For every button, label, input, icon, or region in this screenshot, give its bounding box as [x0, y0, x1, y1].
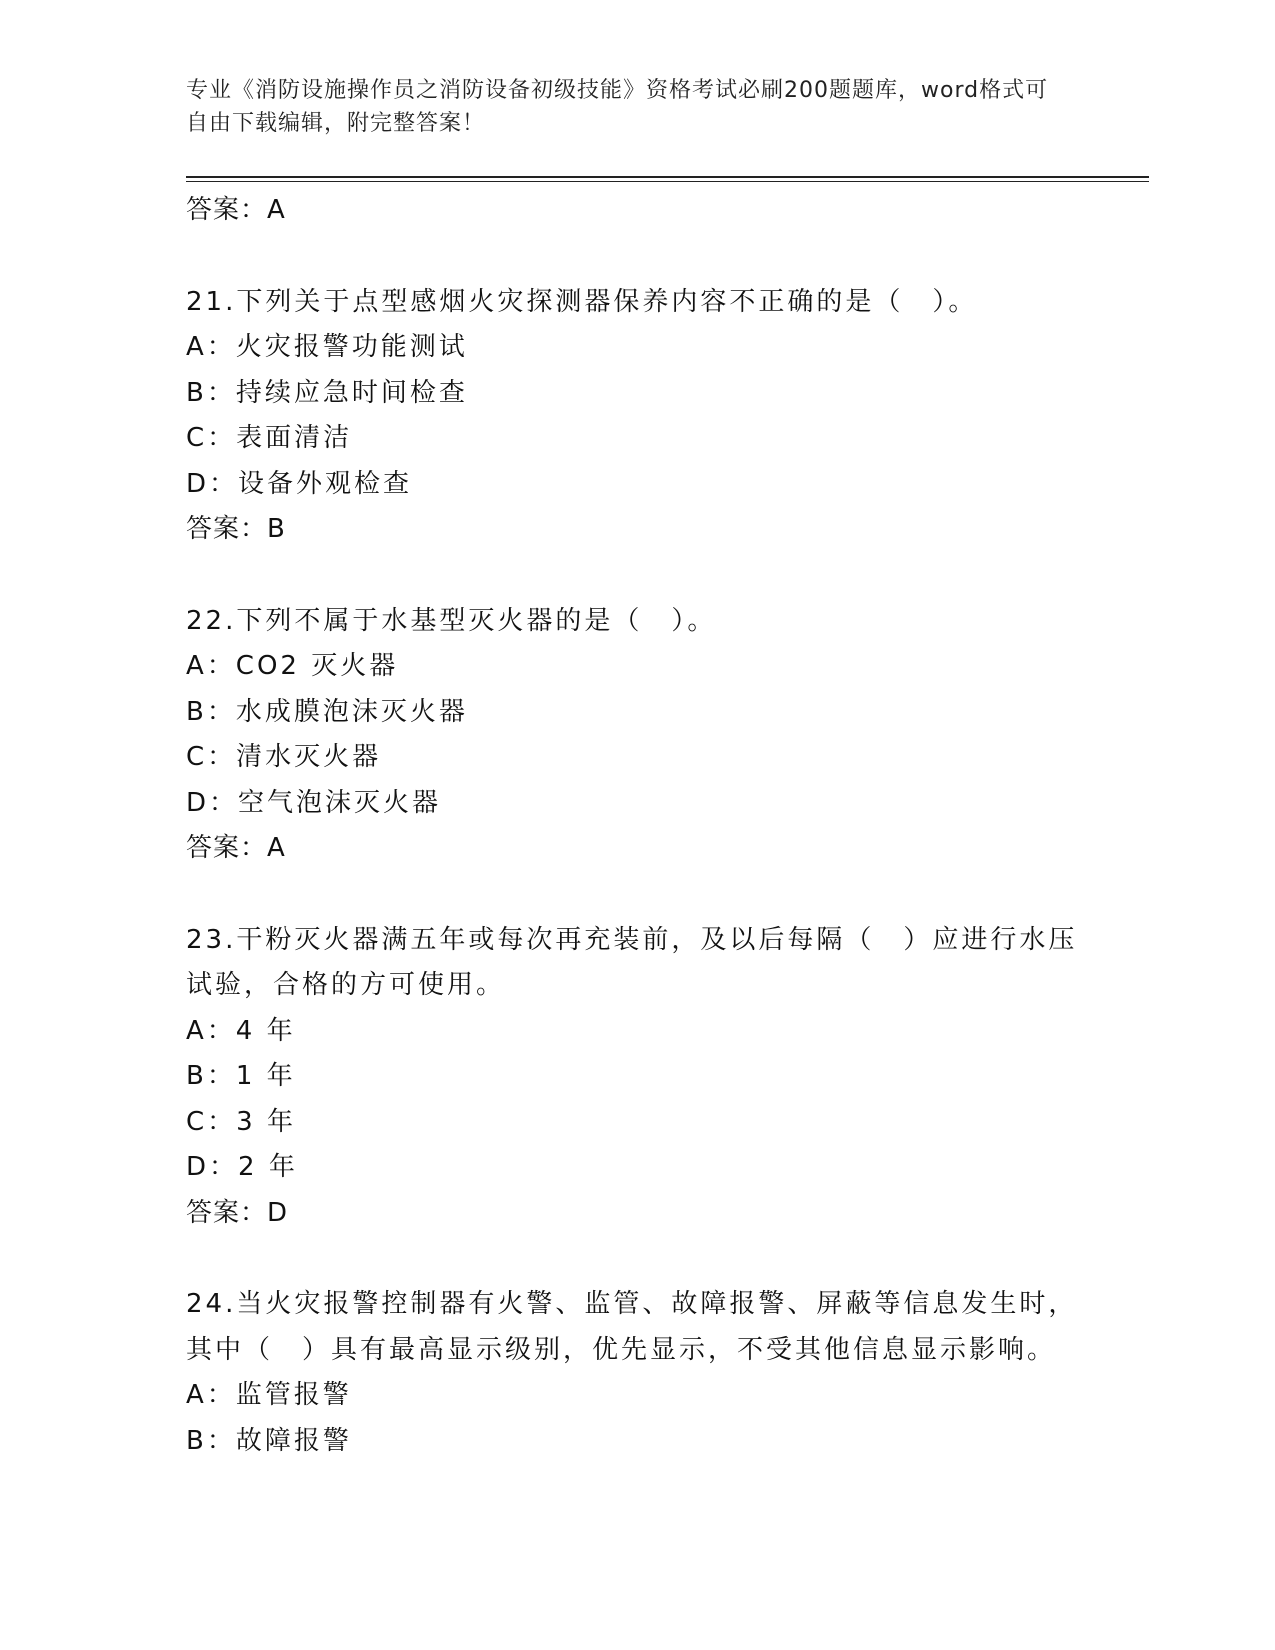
option-b: B：水成膜泡沫灭火器	[186, 696, 468, 727]
question-22	[186, 599, 1086, 872]
header-rule-thick	[186, 176, 1149, 178]
option-b: B：持续应急时间检查	[186, 377, 468, 408]
question-stem-line-2: 试验，合格的方可使用。	[186, 970, 506, 1000]
question-stem-line-2: 其中（ ）具有最高显示级别，优先显示，不受其他信息显示影响。	[186, 1334, 1057, 1365]
answer: 答案：D	[186, 1197, 289, 1228]
spacer	[186, 234, 1086, 280]
option-d: D：设备外观检查	[186, 468, 413, 499]
option-a: A：监管报警	[186, 1380, 352, 1410]
question-stem-line-1: 23.干粉灭火器满五年或每次再充装前，及以后每隔（ ）应进行水压	[186, 924, 1078, 955]
document-body	[186, 188, 1086, 1464]
option-a: A：4 年	[186, 1015, 296, 1046]
question-stem-line-1: 24.当火灾报警控制器有火警、监管、故障报警、屏蔽等信息发生时，	[186, 1289, 1078, 1319]
header-rule-thin	[186, 181, 1149, 182]
previous-answer: 答案：A	[186, 195, 286, 225]
spacer	[186, 1236, 1086, 1282]
question-stem: 21.下列关于点型感烟火灾探测器保养内容不正确的是（ ）。	[186, 286, 978, 317]
spacer	[186, 553, 1086, 599]
question-21	[186, 280, 1086, 553]
question-24	[186, 1282, 1086, 1464]
question-23	[186, 918, 1086, 1237]
question-stem: 22.下列不属于水基型灭火器的是（ ）。	[186, 605, 717, 636]
option-b: B：故障报警	[186, 1425, 352, 1456]
option-c: C：3 年	[186, 1106, 296, 1137]
option-d: D：空气泡沫灭火器	[186, 787, 442, 818]
answer: 答案：B	[186, 514, 286, 544]
answer: 答案：A	[186, 833, 286, 863]
option-a: A：火灾报警功能测试	[186, 332, 468, 362]
option-a: A：CO2 灭火器	[186, 651, 399, 681]
page-header	[186, 74, 1066, 140]
option-c: C：表面清洁	[186, 423, 353, 453]
header-text: 专业《消防设施操作员之消防设备初级技能》资格考试必刷200题题库，word格式可自由下载编辑，附完整答案！	[186, 78, 1049, 136]
option-c: C：清水灭火器	[186, 742, 382, 772]
option-b: B：1 年	[186, 1061, 296, 1091]
option-d: D：2 年	[186, 1152, 298, 1182]
spacer	[186, 872, 1086, 918]
